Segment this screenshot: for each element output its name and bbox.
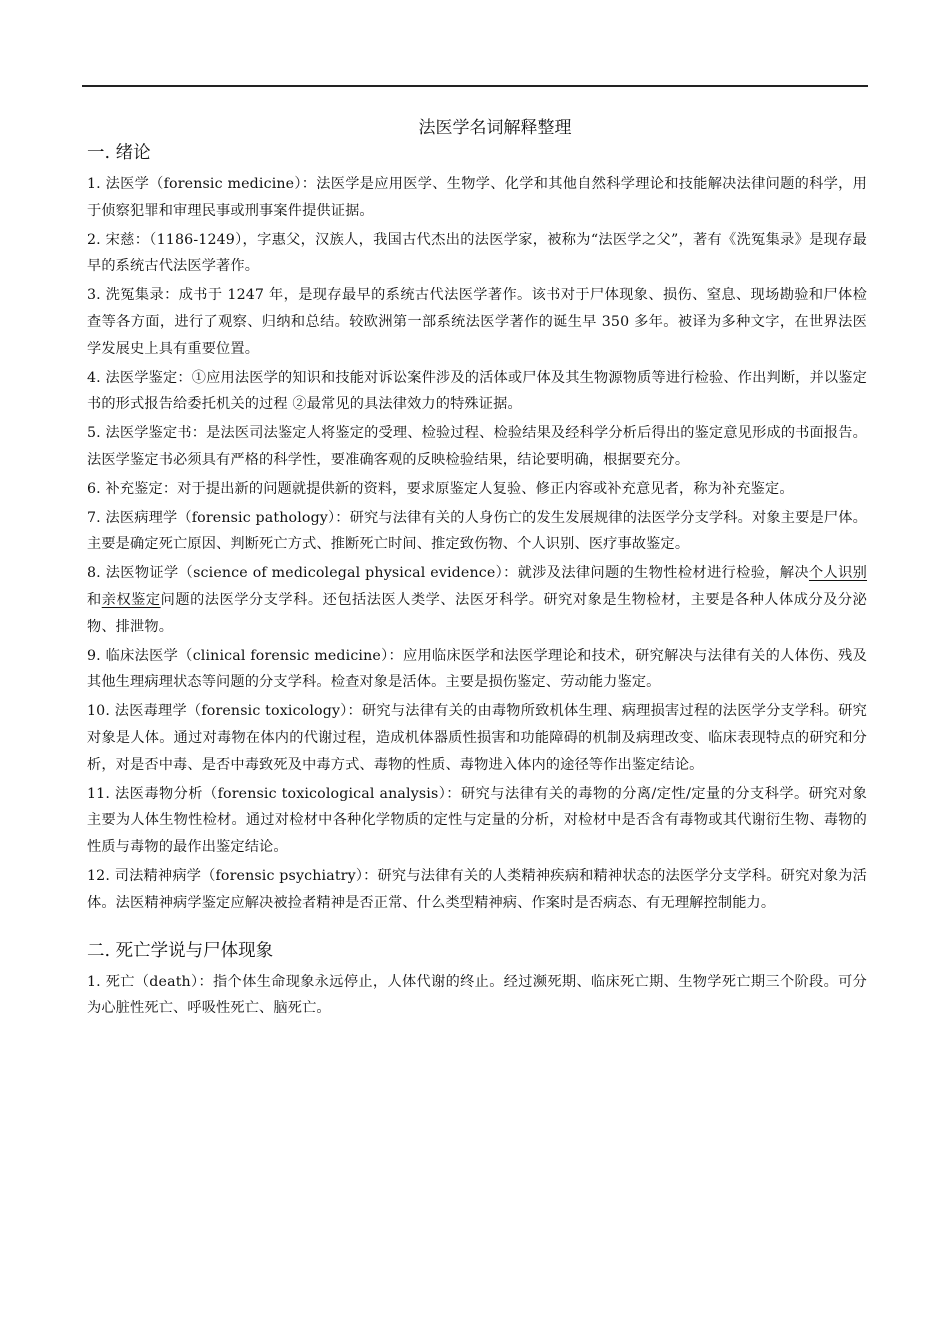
underlined-term: 个人识别 — [808, 565, 868, 582]
header-rule — [82, 85, 868, 87]
document-title: 法医学名词解释整理 — [418, 118, 572, 138]
entry-forensic-psychiatry: 12. 司法精神病学（forensic psychiatry）：研究与法律有关的人类精神疾病和精神状态的法医学分支学科。研究对象为活体。法医精神病学鉴定应解决被捡者精神是否正常、什么类型精神病、作案时是否病态、有无理解控制能力。 — [87, 867, 867, 911]
entry-toxicological-analysis: 11. 法医毒物分析（forensic toxicological analysis）：研究与法律有关的毒物的分离/定性/定量的分支科学。研究对象主要为人体生物性检材。通过对检材中各种化学物质的定性与定量的分析，对检材中是否含有毒物或其代谢衍生物、毒物的性质与毒物的最作出鉴定结论。 — [87, 785, 867, 856]
document-body — [87, 141, 867, 1024]
entry-death: 1. 死亡（death）：指个体生命现象永远停止，人体代谢的终止。经过濒死期、临床死亡期、生物学死亡期三个阶段。可分为心脏性死亡、呼吸性死亡、脑死亡。 — [87, 973, 867, 1017]
entry-xi-yuan-ji-lu: 3. 洗冤集录：成书于 1247 年，是现存最早的系统古代法医学著作。该书对于尸体现象、损伤、窒息、现场勘验和尸体检查等各方面，进行了观察、归纳和总结。较欧洲第一部系统法医学著作的诞生早 350 多年。被译为多种文字，在世界法医学发展史上具有重要位置。 — [87, 287, 867, 357]
entry-forensic-toxicology: 10. 法医毒理学（forensic toxicology）：研究与法律有关的由毒物所致机体生理、病理损害过程的法医学分支学科。研究对象是人体。通过对毒物在体内的代谢过程，造成机体器质性损害和功能障碍的机制及病理改变、临床表现特点的研究和分析，对是否中毒、是否中毒致死及中毒方式、毒物的性质、毒物进入体内的途径等作出鉴定结论。 — [87, 703, 867, 773]
entry-text: 和 — [87, 591, 102, 608]
entry-forensic-pathology: 7. 法医病理学（forensic pathology）：研究与法律有关的人身伤亡的发生发展规律的法医学分支学科。对象主要是尸体。主要是确定死亡原因、判断死亡方式、推断死亡时间、推定致伤物、个人识别、医疗事故鉴定。 — [87, 509, 867, 553]
entry-forensic-appraisal: 4. 法医学鉴定：①应用法医学的知识和技能对诉讼案件涉及的活体或尸体及其生物源物质等进行检验、作出判断，并以鉴定书的形式报告给委托机关的过程 ②最常见的具法律效力的特殊证据。 — [87, 369, 867, 413]
entry-song-ci: 2. 宋慈：（1186-1249），字惠父，汉族人，我国古代杰出的法医学家，被称为“法医学之父”，著有《洗冤集录》是现存最早的系统古代法医学著作。 — [87, 231, 867, 275]
entry-appraisal-report: 5. 法医学鉴定书：是法医司法鉴定人将鉴定的受理、检验过程、检验结果及经科学分析后得出的鉴定意见形成的书面报告。法医学鉴定书必须具有严格的科学性，要准确客观的反映检验结果，结论要明确，根据要充分。 — [87, 425, 867, 468]
entry-clinical-forensic-medicine: 9. 临床法医学（clinical forensic medicine）：应用临床医学和法医学理论和技术，研究解决与法律有关的人体伤、残及其他生理病理状态等问题的分支学科。检查对象是活体。主要是损伤鉴定、劳动能力鉴定。 — [87, 647, 867, 691]
underlined-term: 亲权鉴定 — [101, 591, 161, 608]
entry-forensic-medicine: 1. 法医学（forensic medicine）：法医学是应用医学、生物学、化学和其他自然科学理论和技能解决法律问题的科学，用于侦察犯罪和审理民事或刑事案件提供证据。 — [87, 176, 867, 219]
entry-supplementary-appraisal: 6. 补充鉴定：对于提出新的问题就提供新的资料，要求原鉴定人复验、修正内容或补充意见者，称为补充鉴定。 — [87, 480, 794, 497]
entry-physical-evidence — [87, 560, 867, 640]
section-heading-intro: 一. 绪论 — [87, 143, 151, 163]
section-heading-death: 二. 死亡学说与尸体现象 — [87, 940, 274, 961]
entry-text: 问题的法医学分支学科。还包括法医人类学、法医牙科学。研究对象是生物检材，主要是各种人体成分及分泌物、排泄物。 — [87, 591, 867, 635]
entry-text: 8. 法医物证学（science of medicolegal physical evidence）：就涉及法律问题的生物性检材进行检验，解决 — [87, 565, 809, 582]
